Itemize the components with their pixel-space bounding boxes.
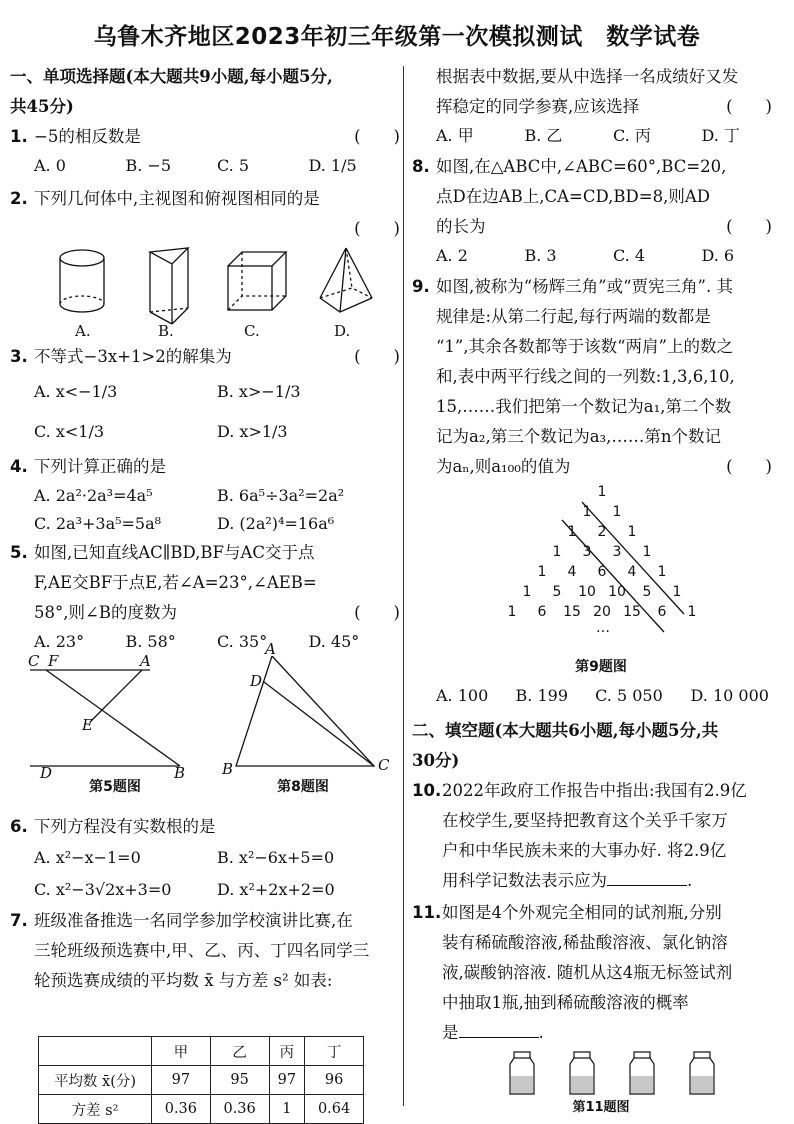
pyramid-shape	[320, 248, 372, 312]
fig5-label-a: A	[140, 652, 151, 670]
exam-title: 乌鲁木齐地区2023年初三年级第一次模拟测试 数学试卷	[93, 24, 701, 50]
triangle-ellipsis: …	[596, 620, 610, 636]
triangle-number: 15	[563, 604, 581, 620]
option-a: A. 2a²·2a³=4a⁵	[34, 486, 153, 505]
triangle-number: 3	[582, 544, 592, 560]
triangle-number: 1	[507, 604, 517, 620]
option-d: D. 45°	[308, 632, 360, 651]
question-11: 11.如图是4个外观完全相同的试剂瓶,分别 装有稀硫酸溶液,稀盐酸溶液、氯化钠溶 液,碳酸钠溶液. 随机从这4瓶无标签试剂 中抽取1瓶,抽到稀硫酸溶液的概率 是 .	[412, 903, 733, 1042]
triangle-number: 4	[567, 564, 577, 580]
triangle-number: 1	[582, 504, 592, 520]
q2-shapes	[10, 244, 400, 340]
answer-paren: ( )	[726, 217, 772, 236]
fig5-label-c: C	[28, 652, 40, 670]
answer-paren: ( )	[726, 97, 772, 116]
option-d: D. 6	[701, 246, 735, 265]
table-row: 平均数 x̄(分) 97 95 97 96	[39, 1066, 364, 1095]
option-a: A. 甲	[436, 126, 474, 145]
yanghui-triangle-figure	[412, 482, 790, 658]
triangle-number: 15	[623, 604, 641, 620]
fig5-label-b: B	[174, 764, 186, 782]
triangle-number: 1	[612, 504, 622, 520]
answer-paren: ( )	[354, 347, 400, 366]
option-d: D. 1/5	[308, 156, 357, 175]
option-c: C. 35°	[217, 632, 268, 651]
shape-label-b: B.	[158, 322, 174, 340]
answer-blank[interactable]	[459, 1019, 539, 1038]
right-column	[412, 62, 790, 1115]
option-b: B. 3	[524, 246, 557, 265]
fig8-label-c: C	[378, 756, 390, 774]
question-9: 9. 如图,被称为“杨辉三角”或“贾宪三角”. 其 规律是:从第二行起,每行两端的数都是 “1”,其余各数都等于该数“两肩”上的数之 和,表中两平行线之间的一列数:1,3,6,10, 15,……我们把第一个数记为a₁,第二个数 记为a₂,第三个数记为a₃,……第n个数记 为aₙ,则a₁₀₀的值为 ( )	[412, 272, 790, 482]
option-b: B. 199	[515, 686, 569, 705]
triangle-number: 1	[672, 584, 682, 600]
option-c: C. x<1/3	[34, 422, 105, 441]
triangle-number: 3	[612, 544, 622, 560]
cylinder-shape	[60, 250, 104, 312]
table-row: 方差 s² 0.36 0.36 1 0.64	[39, 1095, 364, 1124]
fig11-caption: 第11题图	[572, 1100, 630, 1115]
cube-shape	[228, 252, 286, 310]
option-c: C. 丙	[613, 126, 651, 145]
q1-options	[10, 152, 400, 180]
triangle-number: 1	[552, 544, 562, 560]
geometry-figures	[10, 656, 400, 788]
triangle-number: 10	[578, 584, 596, 600]
option-a: A. x²−x−1=0	[34, 848, 141, 867]
triangle-number: 1	[657, 564, 667, 580]
fig8-label-b: B	[222, 760, 234, 778]
score-table	[38, 1036, 364, 1124]
triangle-number: 10	[608, 584, 626, 600]
question-6: 6. 下列方程没有实数根的是 A. x²−x−1=0 B. x²−6x+5=0 C. x²−3√2x+3=0 D. x²+2x+2=0	[10, 812, 400, 906]
shape-label-a: A.	[75, 322, 91, 340]
reagent-bottle-icon	[510, 1052, 534, 1094]
reagent-bottle-icon	[690, 1052, 714, 1094]
option-c: C. 5	[217, 156, 250, 175]
fig8-label-d: D	[250, 672, 263, 690]
answer-paren: ( )	[354, 219, 400, 238]
fig5-label-e: E	[82, 716, 93, 734]
question-7: 7. 班级准备推选一名同学参加学校演讲比赛,在 三轮班级预选赛中,甲、乙、丙、丁四名同学三 轮预选赛成绩的平均数 x̄ 与方差 s² 如表:	[10, 911, 370, 990]
fig5-lines	[30, 670, 180, 766]
triangle-number: 1	[567, 524, 577, 540]
option-b: B. 58°	[125, 632, 176, 651]
option-d: D. (2a²)⁴=16a⁶	[217, 514, 335, 533]
question-8: 8. 如图,在△ABC中,∠ABC=60°,BC=20, 点D在边AB上,CA=CD,BD=8,则AD 的长为 ( ) A. 2 B. 3 C. 4 D. 6	[412, 152, 790, 270]
option-a: A. 2	[436, 246, 468, 265]
triangle-number: 4	[627, 564, 637, 580]
triangle-number: 6	[537, 604, 547, 620]
option-d: D. 丁	[701, 126, 740, 145]
option-b: B. x²−6x+5=0	[217, 848, 335, 867]
answer-paren: ( )	[726, 457, 772, 476]
triangle-number: 5	[552, 584, 562, 600]
option-b: B. 乙	[524, 126, 563, 145]
fig5-label-f: F	[48, 652, 59, 670]
fig5-label-d: D	[40, 764, 53, 782]
option-c: C. 4	[613, 246, 646, 265]
reagent-bottle-icon	[630, 1052, 654, 1094]
triangle-number: 6	[597, 564, 607, 580]
answer-blank[interactable]	[607, 867, 687, 886]
triangle-number: 1	[537, 564, 547, 580]
triangle-number: 20	[593, 604, 611, 620]
option-b: B. x>−1/3	[217, 382, 301, 401]
fig8-caption: 第8题图	[277, 779, 329, 795]
question-1: 1. −5的相反数是 ( ) A. 0 B. −5 C. 5 D. 1/5	[10, 122, 400, 180]
triangle-number: 1	[687, 604, 697, 620]
triangle-number: 1	[597, 484, 607, 500]
question-7-continued: 根据表中数据,要从中选择一名成绩好又发 挥稳定的同学参赛,应该选择 ( ) A. 甲 B. 乙 C. 丙 D. 丁	[412, 62, 790, 150]
left-column	[10, 62, 400, 996]
triangle-number: 1	[642, 544, 652, 560]
reagent-bottle-icon	[570, 1052, 594, 1094]
option-c: C. 5 050	[595, 686, 663, 705]
option-a: A. 23°	[34, 632, 85, 651]
question-5: 5. 如图,已知直线AC∥BD,BF与AC交于点 F,AE交BF于点E,若∠A=23°,∠AEB= 58°,则∠B的度数为 ( ) A. 23° B. 58° C. 35° D. 45°	[10, 538, 400, 656]
option-a: A. 100	[436, 686, 489, 705]
table-header-row: 甲 乙 丙 丁	[39, 1037, 364, 1066]
fig9-caption: 第9题图	[575, 659, 627, 675]
option-d: D. x²+2x+2=0	[217, 880, 335, 899]
triangle-number: 2	[597, 524, 607, 540]
bottles-svg	[412, 1048, 790, 1100]
shape-label-d: D.	[334, 322, 351, 340]
option-a: A. 0	[34, 156, 66, 175]
shape-label-c: C.	[244, 322, 260, 340]
option-b: B. −5	[125, 156, 172, 175]
triangle-number: 1	[627, 524, 637, 540]
option-d: D. x>1/3	[217, 422, 288, 441]
question-4: 4. 下列计算正确的是 A. 2a²·2a³=4a⁵ B. 6a⁵÷3a²=2a² C. 2a³+3a⁵=5a⁸ D. (2a²)⁴=16a⁶	[10, 452, 400, 538]
reagent-bottles-figure	[412, 1048, 790, 1100]
triangle-number: 5	[642, 584, 652, 600]
question-2: 2. 下列几何体中,主视图和俯视图相同的是 ( ) A. B. C. D.	[10, 184, 400, 336]
answer-paren: ( )	[354, 127, 400, 146]
triangle-number: 6	[657, 604, 667, 620]
triangle-number: 1	[522, 584, 532, 600]
option-c: C. 2a³+3a⁵=5a⁸	[34, 514, 162, 533]
fig5-caption: 第5题图	[89, 779, 141, 795]
section2-header: 二、填空题(本大题共6小题,每小题5分,共 30分)	[412, 721, 719, 770]
question-3: 3. 不等式−3x+1>2的解集为 ( ) A. x<−1/3 B. x>−1/3 C. x<1/3 D. x>1/3	[10, 342, 400, 452]
question-10: 10.2022年政府工作报告中指出:我国有2.9亿 在校学生,要坚持把教育这个关乎千家万 户和中华民族未来的大事办好. 将2.9亿 用科学记数法表示应为 .	[412, 781, 747, 890]
triangle-numbers	[412, 482, 790, 658]
option-c: C. x²−3√2x+3=0	[34, 880, 172, 899]
option-b: B. 6a⁵÷3a²=2a²	[217, 486, 345, 505]
option-a: A. x<−1/3	[34, 382, 118, 401]
answer-paren: ( )	[354, 603, 400, 622]
section1-header: 一、单项选择题(本大题共9小题,每小题5分, 共45分)	[10, 67, 333, 116]
fig8-label-a: A	[265, 640, 276, 658]
prism-shape	[150, 248, 188, 324]
column-divider	[403, 66, 404, 1106]
option-d: D. 10 000	[690, 686, 769, 705]
